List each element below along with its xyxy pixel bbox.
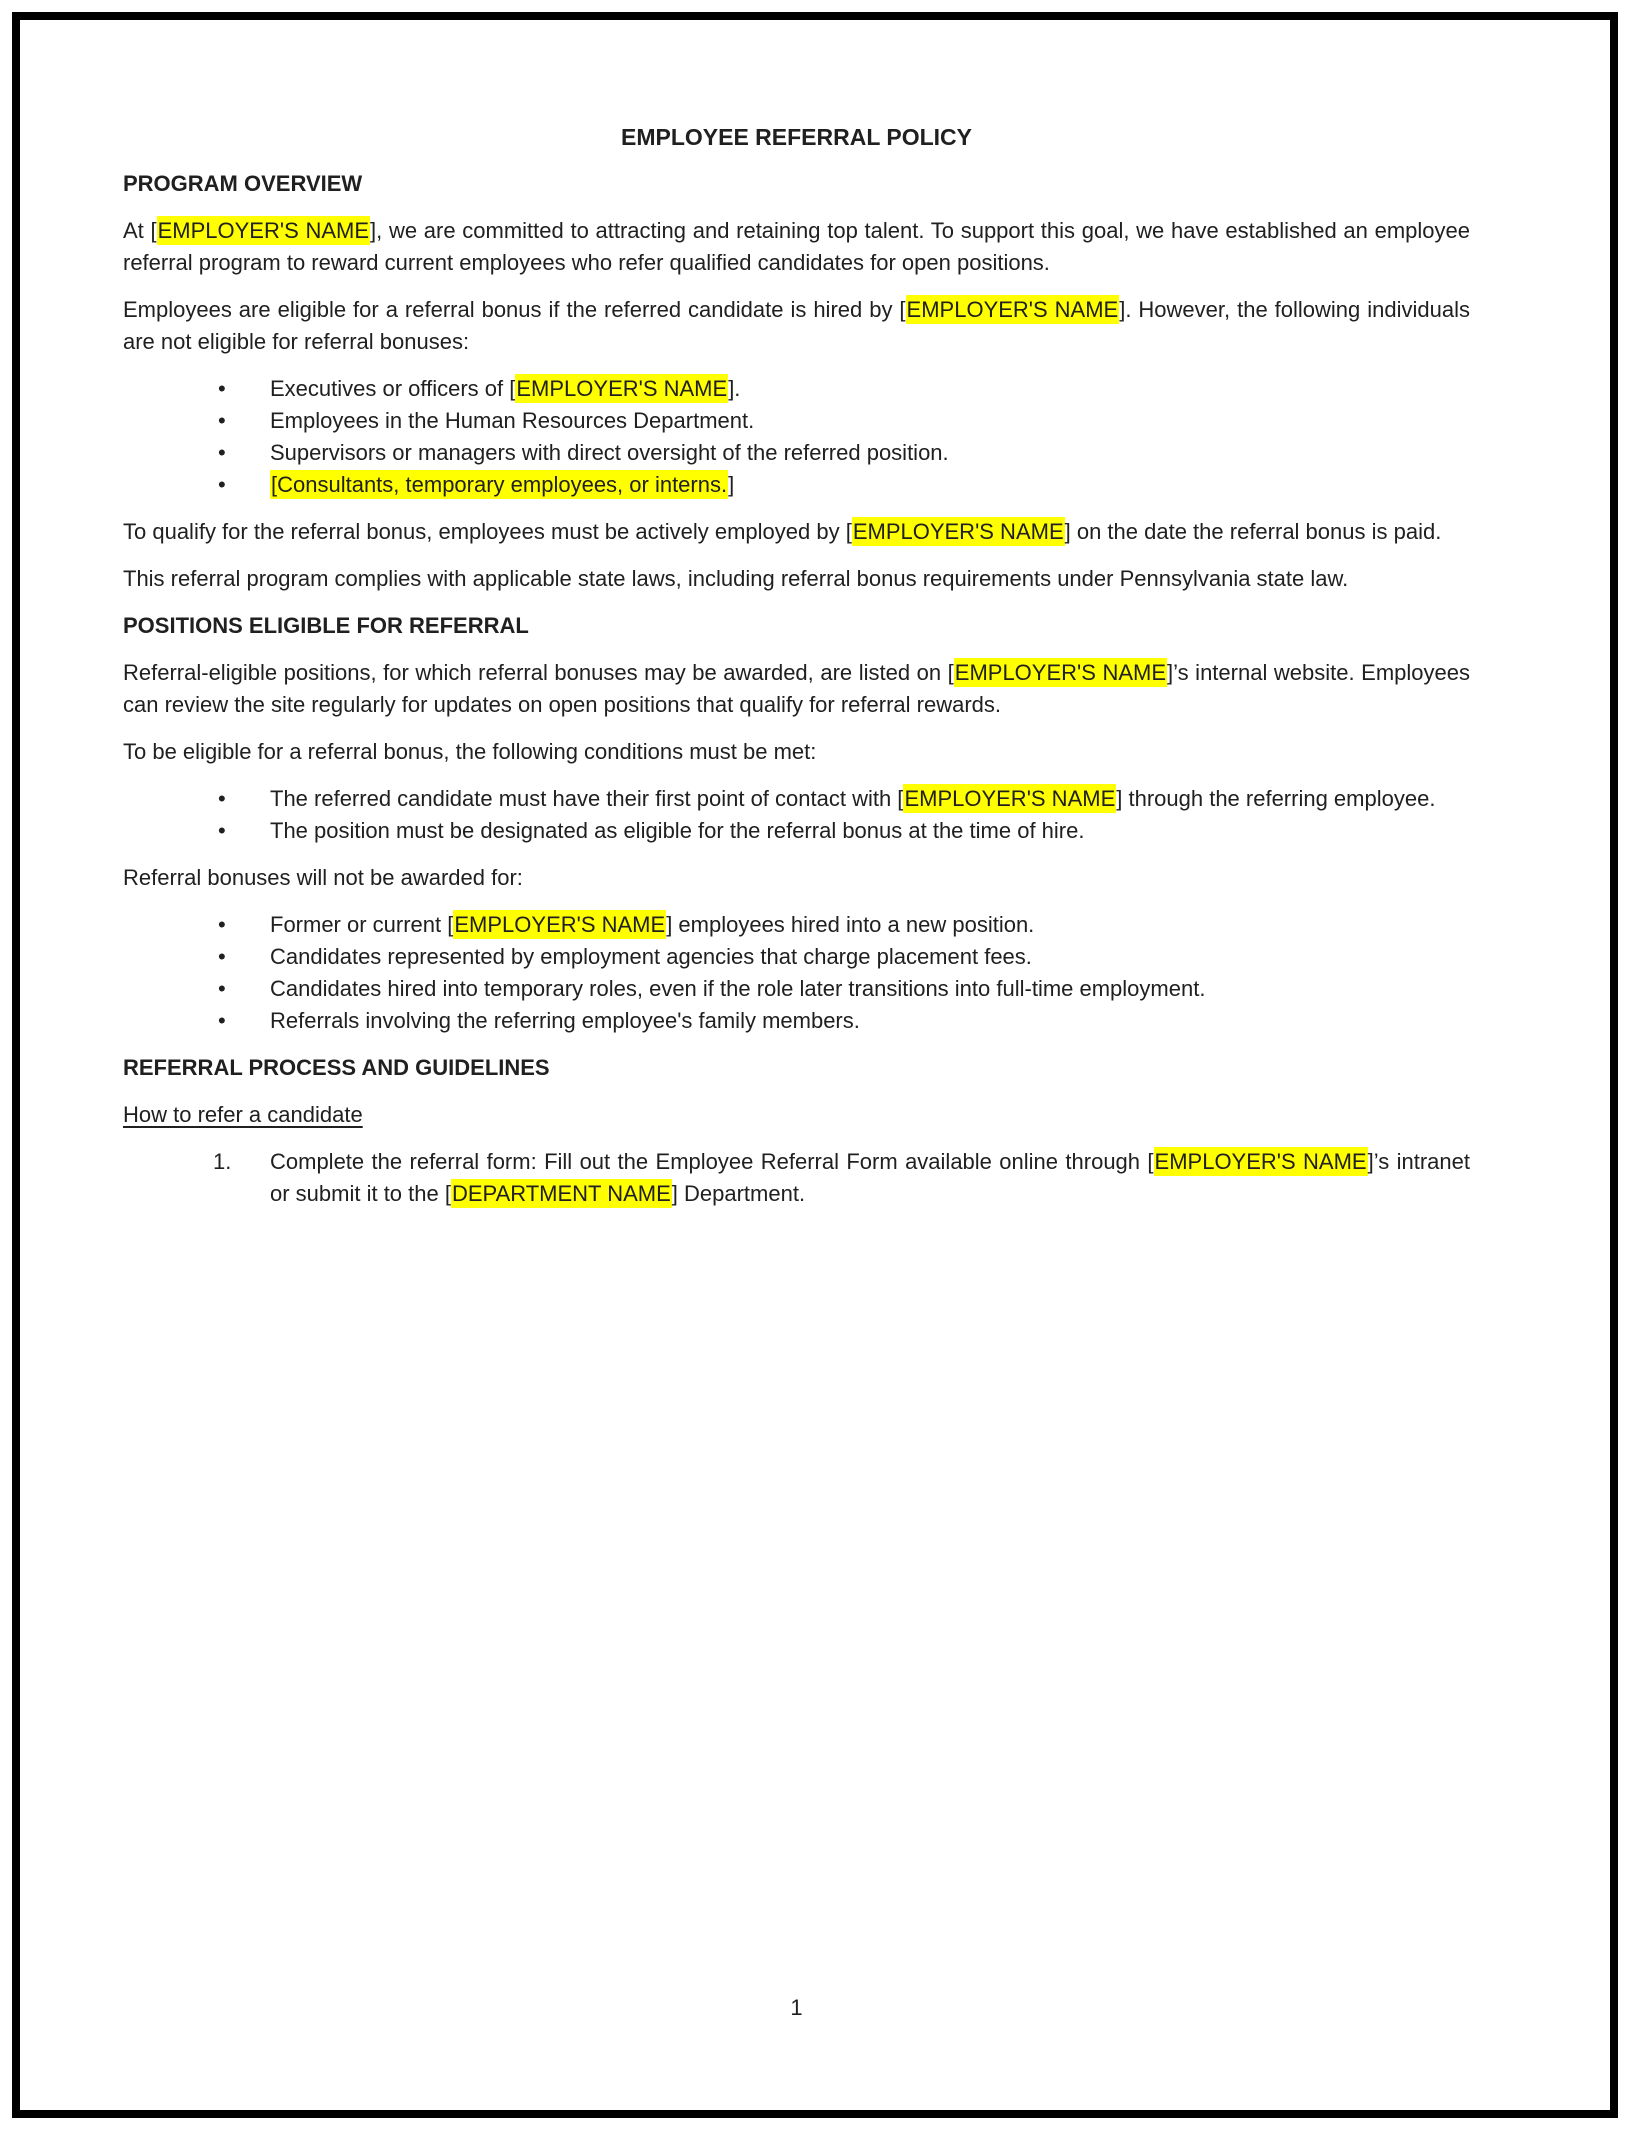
- list-item: [123, 783, 1470, 815]
- paragraph: [123, 563, 1470, 595]
- bullet-list: [123, 373, 1470, 501]
- section-heading: [123, 1052, 1470, 1084]
- list-item: [123, 909, 1470, 941]
- document-content: [20, 20, 1610, 1210]
- text-run: ], we are committed to attracting and retaining top talent. To support this goal, we have established an employee referral program to reward current employees who refer qualified candidates for open positions.: [123, 218, 1470, 275]
- document-body: [123, 168, 1470, 1210]
- list-item: [123, 941, 1470, 973]
- list-item: [123, 373, 1470, 405]
- text-run: ]: [728, 472, 735, 497]
- list-item: [123, 469, 1470, 501]
- text-run: To be eligible for a referral bonus, the following conditions must be met:: [123, 739, 817, 764]
- list-item: [123, 437, 1470, 469]
- paragraph: [123, 516, 1470, 548]
- highlighted-placeholder: EMPLOYER'S NAME: [852, 519, 1064, 544]
- highlighted-placeholder: EMPLOYER'S NAME: [1154, 1149, 1367, 1174]
- paragraph: [123, 862, 1470, 894]
- list-item: [123, 1005, 1470, 1037]
- text-run: Complete the referral form: Fill out the Employee Referral Form available online through [: [270, 1149, 1154, 1174]
- text-run: This referral program complies with applicable state laws, including referral bonus requirements under Pennsylvania state law.: [123, 566, 1349, 591]
- text-run: How to refer a candidate: [123, 1102, 363, 1127]
- text-run: ]’s intranet or submit it to the [: [270, 1149, 1470, 1206]
- highlighted-placeholder: EMPLOYER'S NAME: [906, 297, 1119, 322]
- text-run: REFERRAL PROCESS AND GUIDELINES: [123, 1055, 550, 1080]
- paragraph: [123, 736, 1470, 768]
- text-run: Candidates hired into temporary roles, even if the role later transitions into full-time employment.: [270, 976, 1206, 1001]
- text-run: ]’s internal website. Employees can review the site regularly for updates on open positions that qualify for referral rewards.: [123, 660, 1470, 717]
- paragraph: [123, 657, 1470, 721]
- highlighted-placeholder: EMPLOYER'S NAME: [516, 376, 728, 401]
- highlighted-placeholder: EMPLOYER'S NAME: [954, 660, 1167, 685]
- paragraph: [123, 294, 1470, 358]
- list-item: [123, 973, 1470, 1005]
- bullet-list: [123, 783, 1470, 847]
- text-run: ] on the date the referral bonus is paid.: [1064, 519, 1442, 544]
- list-item: [123, 815, 1470, 847]
- document-page: [12, 12, 1618, 2118]
- text-run: ] employees hired into a new position.: [666, 912, 1035, 937]
- section-heading: [123, 168, 1470, 200]
- document-title: EMPLOYEE REFERRAL POLICY: [620, 124, 972, 150]
- text-run: Referrals involving the referring employee's family members.: [270, 1008, 860, 1033]
- text-run: Supervisors or managers with direct oversight of the referred position.: [270, 440, 949, 465]
- page-number: 1: [790, 1995, 803, 2020]
- text-run: ].: [728, 376, 741, 401]
- paragraph: [123, 215, 1470, 279]
- subsection-heading-underlined: [123, 1099, 1470, 1131]
- text-run: Referral bonuses will not be awarded for:: [123, 865, 523, 890]
- highlighted-placeholder: DEPARTMENT NAME: [451, 1181, 671, 1206]
- text-run: ] through the referring employee.: [1116, 786, 1436, 811]
- text-run: To qualify for the referral bonus, employees must be actively employed by [: [123, 519, 852, 544]
- list-item: [123, 1146, 1470, 1210]
- highlighted-placeholder: EMPLOYER'S NAME: [157, 218, 370, 243]
- highlighted-placeholder: EMPLOYER'S NAME: [454, 912, 666, 937]
- text-run: Employees are eligible for a referral bonus if the referred candidate is hired by [: [123, 297, 906, 322]
- text-run: The position must be designated as eligible for the referral bonus at the time of hire.: [270, 818, 1085, 843]
- text-run: Referral-eligible positions, for which referral bonuses may be awarded, are listed on [: [123, 660, 954, 685]
- list-item: [123, 405, 1470, 437]
- numbered-list: [123, 1146, 1470, 1210]
- text-run: PROGRAM OVERVIEW: [123, 171, 363, 196]
- text-run: Candidates represented by employment agencies that charge placement fees.: [270, 944, 1032, 969]
- text-run: ] Department.: [671, 1181, 806, 1206]
- text-run: Executives or officers of [: [270, 376, 516, 401]
- text-run: The referred candidate must have their first point of contact with [: [270, 786, 904, 811]
- text-run: Former or current [: [270, 912, 454, 937]
- highlighted-placeholder: [Consultants, temporary employees, or interns.: [271, 472, 728, 497]
- highlighted-placeholder: EMPLOYER'S NAME: [904, 786, 1116, 811]
- text-run: Employees in the Human Resources Department.: [270, 408, 755, 433]
- text-run: ]. However, the following individuals are not eligible for referral bonuses:: [123, 297, 1470, 354]
- text-run: POSITIONS ELIGIBLE FOR REFERRAL: [123, 613, 529, 638]
- section-heading: [123, 610, 1470, 642]
- bullet-list: [123, 909, 1470, 1037]
- text-run: At [: [123, 218, 157, 243]
